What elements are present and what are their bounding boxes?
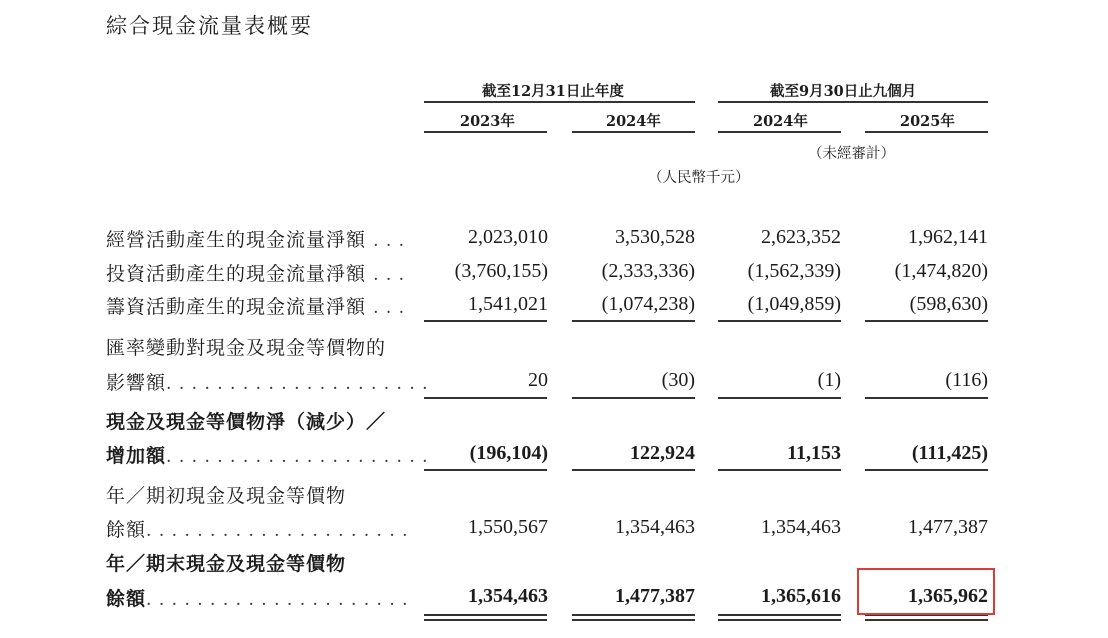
- subtotal-rule: [718, 469, 841, 471]
- table-cell: (196,104): [469, 442, 548, 464]
- table-cell: 122,924: [630, 442, 695, 464]
- table-cell: (1,474,820): [894, 260, 988, 282]
- subtotal-rule: [424, 469, 547, 471]
- column-group-nine-months: 截至9月30日止九個月: [770, 83, 917, 100]
- total-double-rule: [424, 614, 547, 616]
- table-cell: 2,623,352: [761, 226, 841, 248]
- table-cell: (1,074,238): [601, 293, 695, 315]
- row-label-closing-balance: 年／期末現金及現金等價物: [106, 553, 347, 575]
- subtotal-rule: [424, 320, 547, 322]
- table-cell: (3,760,155): [454, 260, 548, 282]
- currency-note: （人民幣千元）: [648, 170, 750, 186]
- total-double-rule: [572, 619, 695, 621]
- highlight-box: [857, 568, 995, 615]
- table-cell: 2,023,010: [468, 226, 548, 248]
- table-cell: 1,365,962: [908, 585, 988, 607]
- table-cell: (30): [661, 369, 695, 391]
- row-label-fx-effect: 匯率變動對現金及現金等價物的: [106, 337, 387, 359]
- group-rule-1: [424, 101, 695, 103]
- row-label-financing: 籌資活動產生的現金流量淨額 . . .: [106, 296, 406, 318]
- row-label-net-change: 現金及現金等價物淨（減少）／: [106, 411, 387, 433]
- table-cell: 1,477,387: [615, 585, 695, 607]
- table-cell: (2,333,336): [601, 260, 695, 282]
- header-rule: [572, 131, 695, 133]
- column-group-fiscal-year: 截至12月31日止年度: [482, 83, 624, 100]
- column-header-2025: 2025年: [900, 113, 955, 130]
- table-cell: 11,153: [787, 442, 841, 464]
- table-cell: (1,049,859): [747, 293, 841, 315]
- row-label-opening-balance: 年／期初現金及現金等價物: [106, 485, 347, 507]
- total-double-rule: [572, 614, 695, 616]
- subtotal-rule: [572, 469, 695, 471]
- unaudited-note: （未經審計）: [808, 146, 895, 162]
- table-cell: 3,530,528: [615, 226, 695, 248]
- table-cell: 1,354,463: [615, 516, 695, 538]
- subtotal-rule: [718, 397, 841, 399]
- row-label-opening-balance-line2: 餘額. . . . . . . . . . . . . . . . . . . . .: [106, 519, 409, 541]
- total-double-rule: [718, 614, 841, 616]
- table-cell: (598,630): [909, 293, 988, 315]
- table-cell: 1,365,616: [761, 585, 841, 607]
- subtotal-rule: [865, 320, 988, 322]
- table-cell: (1,562,339): [747, 260, 841, 282]
- total-double-rule: [424, 619, 547, 621]
- group-rule-2: [718, 101, 988, 103]
- column-header-2024: 2024年: [606, 113, 661, 130]
- page-title: 綜合現金流量表概要: [106, 14, 313, 38]
- subtotal-rule: [572, 397, 695, 399]
- header-rule: [718, 131, 841, 133]
- table-cell: (116): [945, 369, 988, 391]
- subtotal-rule: [718, 320, 841, 322]
- table-cell: 1,550,567: [468, 516, 548, 538]
- table-cell: 1,477,387: [908, 516, 988, 538]
- table-cell: (1): [817, 369, 841, 391]
- row-label-fx-effect-line2: 影響額. . . . . . . . . . . . . . . . . . . . .: [106, 372, 429, 394]
- table-cell: 1,354,463: [468, 585, 548, 607]
- subtotal-rule: [865, 469, 988, 471]
- subtotal-rule: [865, 397, 988, 399]
- row-label-investing: 投資活動產生的現金流量淨額 . . .: [106, 263, 406, 285]
- total-double-rule: [718, 619, 841, 621]
- subtotal-rule: [424, 397, 547, 399]
- table-cell: (111,425): [911, 442, 988, 464]
- table-cell: 1,354,463: [761, 516, 841, 538]
- header-rule: [865, 131, 988, 133]
- total-double-rule: [865, 619, 988, 621]
- table-cell: 1,541,021: [468, 293, 548, 315]
- row-label-closing-balance-line2: 餘額. . . . . . . . . . . . . . . . . . . . .: [106, 588, 409, 610]
- subtotal-rule: [572, 320, 695, 322]
- column-header-2024-nine-months: 2024年: [753, 113, 808, 130]
- row-label-operating: 經營活動產生的現金流量淨額 . . .: [106, 229, 406, 251]
- table-cell: 1,962,141: [908, 226, 988, 248]
- header-rule: [424, 131, 547, 133]
- table-cell: 20: [528, 369, 548, 391]
- column-header-2023: 2023年: [460, 113, 515, 130]
- row-label-net-change-line2: 增加額. . . . . . . . . . . . . . . . . . . . .: [106, 445, 429, 467]
